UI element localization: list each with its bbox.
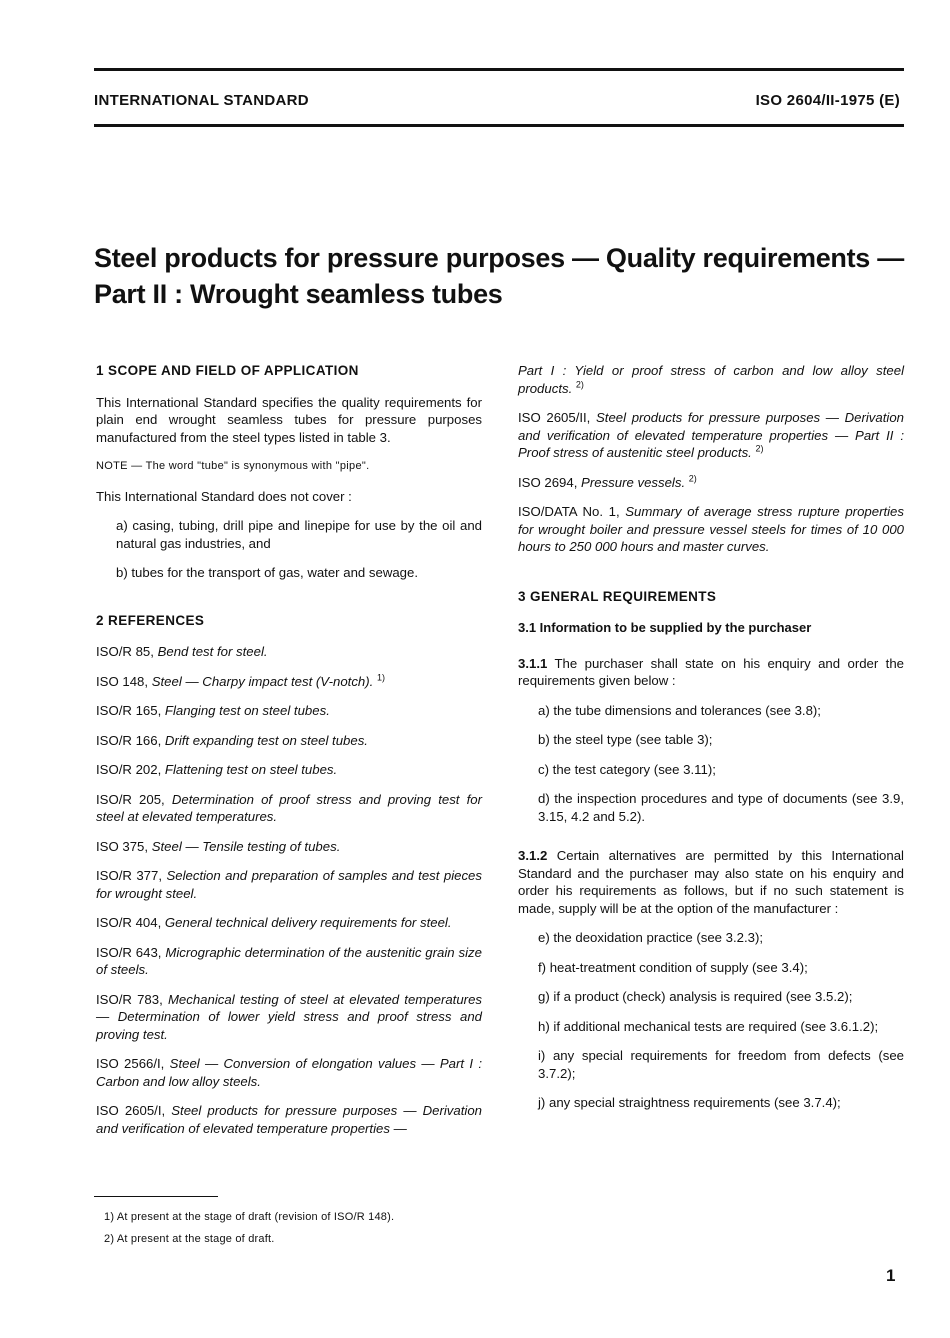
scope-paragraph: This International Standard specifies the quality requirements for plain end wrought seamless tubes for pressure purposes manufactured from the steel types listed in table 3. xyxy=(96,394,482,445)
exclusion-item-b: b) tubes for the transport of gas, water and sewage. xyxy=(116,565,419,580)
reference-title: Pressure vessels. xyxy=(581,474,686,490)
reference-code: ISO/R 165, xyxy=(96,703,165,718)
reference-item xyxy=(518,362,904,397)
page-number: 1 xyxy=(886,1266,896,1285)
reference-title: Determination of proof stress and proving test for steel at elevated temperatures. xyxy=(96,791,482,824)
clause-3-1-1 xyxy=(518,655,904,690)
reference-title: Steel products for pressure purposes — Derivation and verification of elevated temperature properties — Part II : Proof stress of austenitic steel products. xyxy=(518,410,904,460)
reference-item xyxy=(96,838,482,856)
reference-title: Steel — Conversion of elongation values — Part I : Carbon and low alloy steels. xyxy=(96,1056,483,1089)
reference-title: Part I : Yield or proof stress of carbon and low alloy steel products. xyxy=(518,363,904,396)
reference-code: ISO/R 166, xyxy=(96,732,165,748)
reference-code: ISO 148, xyxy=(96,673,152,689)
reference-code: ISO 2694, xyxy=(518,474,582,490)
list-item: i) any special requirements for freedom from defects (see 3.7.2); xyxy=(538,1048,904,1081)
header-rule xyxy=(94,124,904,127)
reference-title: Mechanical testing of steel at elevated temperatures — Determination of lower yield stress and proof stress and proving test. xyxy=(96,991,482,1042)
reference-title: Selection and preparation of samples and test pieces for wrought steel. xyxy=(96,868,482,901)
list-item: g) if a product (check) analysis is required (see 3.5.2); xyxy=(538,989,853,1004)
list-item: a) the tube dimensions and tolerances (see 3.8); xyxy=(538,702,821,718)
reference-title: General technical delivery requirements for steel. xyxy=(164,915,452,930)
references-list-continued xyxy=(518,362,904,556)
reference-title: Flanging test on steel tubes. xyxy=(164,703,330,718)
reference-item xyxy=(96,702,482,720)
reference-title: Bend test for steel. xyxy=(157,644,268,659)
reference-title: Steel products for pressure purposes — Derivation and verification of elevated temperature properties — xyxy=(96,1103,482,1136)
list-item: h) if additional mechanical tests are required (see 3.6.1.2); xyxy=(538,1018,879,1034)
reference-item xyxy=(96,761,482,779)
clause-3-1-1-number: 3.1.1 xyxy=(518,655,548,671)
title-line-2: Part II : Wrought seamless tubes xyxy=(94,279,503,309)
reference-item xyxy=(96,1102,482,1137)
reference-item xyxy=(96,732,482,750)
list-item: b) the steel type (see table 3); xyxy=(538,732,713,747)
reference-item xyxy=(96,991,482,1044)
clause-3-1-2-number: 3.1.2 xyxy=(518,848,548,863)
optional-information-list xyxy=(518,929,904,1112)
reference-title: Summary of average stress rupture properties for wrought boiler and pressure vessel steels for times of 10 000 hours to 250 000 hours and master curves. xyxy=(518,504,904,554)
reference-item xyxy=(96,1055,482,1090)
list-item: e) the deoxidation practice (see 3.2.3); xyxy=(538,930,764,945)
left-column xyxy=(96,362,482,1149)
reference-title: Drift expanding test on steel tubes. xyxy=(164,732,368,748)
footnote-marker: 2) xyxy=(575,379,584,390)
list-item: c) the test category (see 3.11); xyxy=(538,761,716,777)
footnote-1: 1) At present at the stage of draft (revision of ISO/R 148). xyxy=(104,1211,395,1223)
exclusion-item-a: a) casing, tubing, drill pipe and linepipe for use by the oil and natural gas industries, and xyxy=(116,518,482,551)
reference-code: ISO 375, xyxy=(96,838,152,854)
reference-item xyxy=(518,503,904,556)
title-line-1: Steel products for pressure purposes — Quality requirements — xyxy=(94,243,904,273)
footnote-marker: 2) xyxy=(755,443,764,454)
reference-code: ISO/R 377, xyxy=(96,868,167,883)
reference-code: ISO/R 85, xyxy=(96,644,158,659)
footnote-2: 2) At present at the stage of draft. xyxy=(104,1233,275,1245)
reference-code: ISO/DATA No. 1, xyxy=(518,504,626,519)
reference-code: ISO/R 205, xyxy=(96,791,172,807)
section-1-heading: 1 SCOPE AND FIELD OF APPLICATION xyxy=(96,363,359,378)
required-information-list xyxy=(518,702,904,826)
reference-title: Steel — Charpy impact test (V-notch). xyxy=(151,673,374,689)
header-document-number: ISO 2604/II-1975 (E) xyxy=(755,92,900,109)
scope-exclusions-intro: This International Standard does not cover : xyxy=(96,488,352,504)
reference-item xyxy=(96,791,482,826)
reference-item xyxy=(96,867,482,902)
right-column xyxy=(518,362,904,1124)
reference-code: ISO 2605/I, xyxy=(96,1103,172,1118)
reference-item xyxy=(96,673,482,691)
reference-title: Steel — Tensile testing of tubes. xyxy=(151,838,341,854)
reference-code: ISO/R 202, xyxy=(96,762,165,777)
footnote-rule xyxy=(94,1196,218,1197)
reference-item xyxy=(96,944,482,979)
reference-code: ISO/R 643, xyxy=(96,944,166,960)
list-item: j) any special straightness requirements (see 3.7.4); xyxy=(538,1095,841,1110)
references-list xyxy=(96,643,482,1137)
header-standard-label: INTERNATIONAL STANDARD xyxy=(94,92,309,109)
subsection-3-1-heading: 3.1 Information to be supplied by the purchaser xyxy=(518,620,812,635)
reference-item xyxy=(518,409,904,462)
reference-item xyxy=(96,914,482,932)
reference-code: ISO/R 404, xyxy=(96,915,165,930)
clause-3-1-2-text: Certain alternatives are permitted by this International Standard and the purchaser may also state on his enquiry and order his requirements as follows, but if no such statement is made, supply will be at the option of the manufacturer : xyxy=(518,848,904,916)
section-3-heading: 3 GENERAL REQUIREMENTS xyxy=(518,588,717,604)
reference-item xyxy=(96,643,482,661)
reference-title: Flattening test on steel tubes. xyxy=(164,762,338,777)
scope-note: NOTE — The word "tube" is synonymous with "pipe". xyxy=(96,460,370,472)
top-rule xyxy=(94,68,904,71)
footnote-marker: 1) xyxy=(376,672,385,683)
section-2-heading: 2 REFERENCES xyxy=(96,612,205,628)
reference-title: Micrographic determination of the austenitic grain size of steels. xyxy=(96,944,482,977)
reference-code: ISO 2605/II, xyxy=(518,410,596,425)
reference-code: ISO 2566/I, xyxy=(96,1056,170,1071)
reference-item xyxy=(518,474,904,492)
clause-3-1-2 xyxy=(518,847,904,917)
list-item: d) the inspection procedures and type of documents (see 3.9, 3.15, 4.2 and 5.2). xyxy=(538,791,904,824)
reference-code: ISO/R 783, xyxy=(96,991,168,1007)
document-title xyxy=(94,240,914,312)
list-item: f) heat-treatment condition of supply (see 3.4); xyxy=(538,959,808,975)
footnote-marker: 2) xyxy=(688,473,697,484)
clause-3-1-1-text: The purchaser shall state on his enquiry and order the requirements given below : xyxy=(518,655,904,688)
